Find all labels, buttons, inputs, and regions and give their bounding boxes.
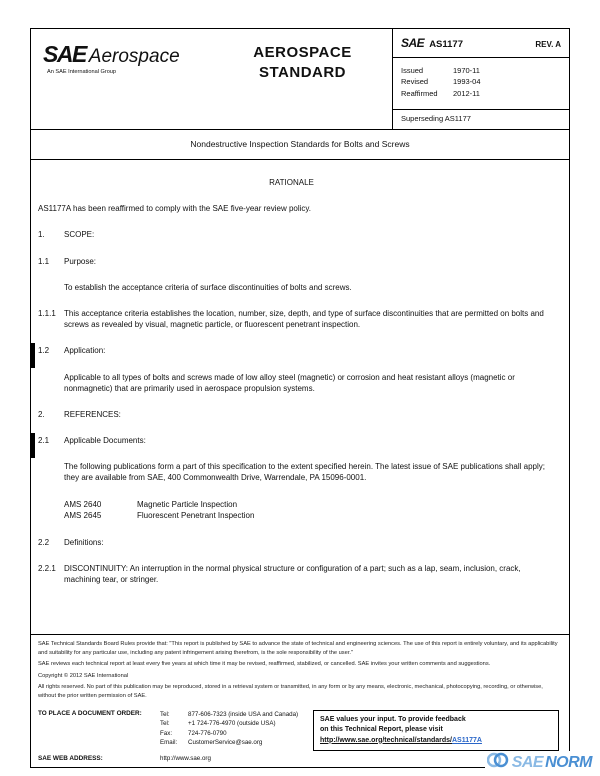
order-row: [38, 710, 313, 748]
contact-label: Fax:: [160, 729, 173, 737]
doc-type-line1: AEROSPACE: [253, 44, 352, 61]
contact-value: 724-776-0790: [188, 729, 227, 737]
web-address-value: http://www.sae.org: [160, 755, 211, 762]
reference-code: AMS 2645: [64, 511, 102, 521]
doc-dates: [393, 58, 569, 109]
sae-brand-mark: SAE: [401, 36, 425, 50]
doc-meta-box: [392, 29, 569, 129]
reference-code: AMS 2640: [64, 499, 102, 509]
section-number: 1.: [38, 230, 45, 240]
section-number: 2.: [38, 409, 45, 419]
contact-row: [160, 738, 298, 748]
section-2-2-1-paragraph: [38, 563, 545, 585]
reference-list: [64, 499, 545, 522]
reference-row: [64, 510, 545, 522]
section-2-2-heading: [38, 537, 545, 548]
watermark-sae-text: SAE: [511, 753, 544, 771]
section-1-2-heading: [38, 345, 545, 356]
sae-logo-text: SAE: [43, 41, 86, 67]
section-1-2-paragraph: Applicable to all types of bolts and screws made of low alloy steel (magnetic) or corrosion and heat resistant alloys (magnetic or nonmagnetic) that are primarily used in aerospace propulsion systems.: [64, 372, 515, 393]
web-address-row: [38, 755, 313, 767]
issued-row: [401, 65, 561, 76]
section-number: 1.2: [38, 346, 50, 356]
sae-norm-logo-icon: [487, 752, 509, 773]
section-1-1-paragraph: To establish the acceptance criteria of surface discontinuities of bolts and screws.: [64, 282, 352, 292]
feedback-doc-link[interactable]: AS1177A: [452, 736, 482, 744]
contact-label: Tel:: [160, 720, 170, 728]
section-2-heading: [38, 409, 545, 420]
legal-paragraph-2: SAE reviews each technical report at least every five years at which time it may be revised, reaffirmed, stabilized, or cancelled. SAE invites your written comments and suggestions.: [38, 661, 491, 668]
header: [31, 29, 569, 130]
feedback-line-1: SAE values your input. To provide feedback: [320, 715, 466, 723]
doc-type-title: [213, 29, 392, 129]
section-text: DISCONTINUITY: An interruption in the normal physical structure or configuration of a part; such as a lap, seam, inclusion, crack, machining tear, or stringer.: [64, 564, 521, 585]
web-address-label: SAE WEB ADDRESS:: [38, 755, 103, 762]
section-text: Applicable Documents:: [64, 436, 146, 446]
copyright-line: Copyright © 2012 SAE International: [38, 672, 129, 679]
feedback-line-2: on this Technical Report, please visit: [320, 726, 443, 734]
aerospace-logo-text: Aerospace: [88, 46, 180, 67]
feedback-url-line: [320, 736, 552, 747]
revised-label: Revised: [401, 77, 429, 87]
section-number: 1.1.1: [38, 308, 56, 318]
section-text: Application:: [64, 346, 106, 356]
reaffirmed-label: Reaffirmed: [401, 88, 438, 98]
sae-norm-watermark: [485, 751, 594, 774]
rights-paragraph: All rights reserved. No part of this publication may be reproduced, stored in a retrieval system or transmitted, in any form or by any means, electronic, mechanical, photocopying, recording, or otherwise, without the prior written permission of SAE.: [38, 684, 543, 700]
contact-value: +1 724-776-4970 (outside USA): [188, 720, 276, 728]
contact-label: Email:: [160, 739, 178, 747]
legal-paragraph-1: SAE Technical Standards Board Rules provide that: "This report is published by SAE to advance the state of technical and engineering sciences. The use of this report is entirely voluntary, and its applicability and suitability for any particular use, including any patent infringement arising therefrom, is the sole responsibility of the user.": [38, 641, 558, 656]
section-2-1-heading: [38, 435, 545, 446]
contact-value: CustomerService@sae.org: [188, 739, 263, 747]
feedback-url-prefix: http://www.sae.org/technical/standards/: [320, 736, 452, 744]
feedback-box: [313, 710, 559, 752]
section-number: 1.1: [38, 256, 50, 266]
section-1-1-heading: [38, 256, 545, 267]
order-info: [38, 710, 313, 767]
doc-id-row: [393, 29, 569, 58]
issued-value: 1970-11: [453, 66, 480, 75]
section-text: REFERENCES:: [64, 409, 121, 419]
order-label: TO PLACE A DOCUMENT ORDER:: [38, 709, 142, 717]
contact-row: [160, 719, 298, 729]
superseding-note: Superseding AS1177: [393, 109, 569, 129]
rationale-heading: RATIONALE: [269, 178, 314, 187]
reaffirmed-row: [401, 88, 561, 99]
rationale-paragraph: AS1177A has been reaffirmed to comply with the SAE five-year review policy.: [38, 204, 312, 214]
reference-title: Magnetic Particle Inspection: [137, 499, 238, 509]
reference-title: Fluorescent Penetrant Inspection: [137, 511, 255, 521]
section-2-1-paragraph: The following publications form a part of this specification to the extent specified herein. The latest issue of SAE publications shall apply; they are available from SAE, 400 Commonwealth Drive, Warrendale, PA 15096-0001.: [64, 462, 546, 483]
page-frame: [30, 28, 570, 768]
footer-legal: [31, 634, 569, 706]
reference-row: [64, 499, 545, 511]
section-number: 2.1: [38, 436, 50, 446]
contact-row: [160, 729, 298, 739]
section-text: Definitions:: [64, 537, 104, 547]
section-text: Purpose:: [64, 256, 97, 266]
section-text: SCOPE:: [64, 230, 95, 240]
logo-wordmark: [43, 41, 213, 68]
doc-type-line2: STANDARD: [258, 63, 347, 81]
logo-tagline: An SAE International Group: [47, 69, 117, 75]
section-number: 2.2: [38, 537, 50, 547]
contact-row: [160, 710, 298, 720]
revised-value: 1993-04: [453, 77, 481, 87]
document-title: Nondestructive Inspection Standards for Bolts and Screws: [31, 130, 569, 160]
reaffirmed-value: 2012-11: [453, 88, 480, 98]
section-text: This acceptance criteria establishes the location, number, size, depth, and type of surface discontinuities that are permitted on bolts and screws as revealed by visual, magnetic particle, or fluorescent penetrant inspection.: [64, 308, 544, 330]
contact-list: [160, 710, 298, 748]
section-1-1-1-paragraph: [38, 308, 545, 330]
contact-value: 877-606-7323 (inside USA and Canada): [188, 710, 299, 718]
sae-aerospace-logo: [31, 29, 213, 129]
section-1-heading: [38, 229, 545, 240]
section-number: 2.2.1: [38, 564, 56, 573]
document-body: [31, 160, 569, 634]
doc-revision: REV. A: [535, 40, 561, 49]
revised-row: [401, 76, 561, 87]
doc-number: AS1177: [429, 39, 463, 50]
watermark-norm-text: NORM: [545, 753, 592, 771]
contact-label: Tel:: [160, 710, 170, 718]
issued-label: Issued: [401, 66, 424, 75]
